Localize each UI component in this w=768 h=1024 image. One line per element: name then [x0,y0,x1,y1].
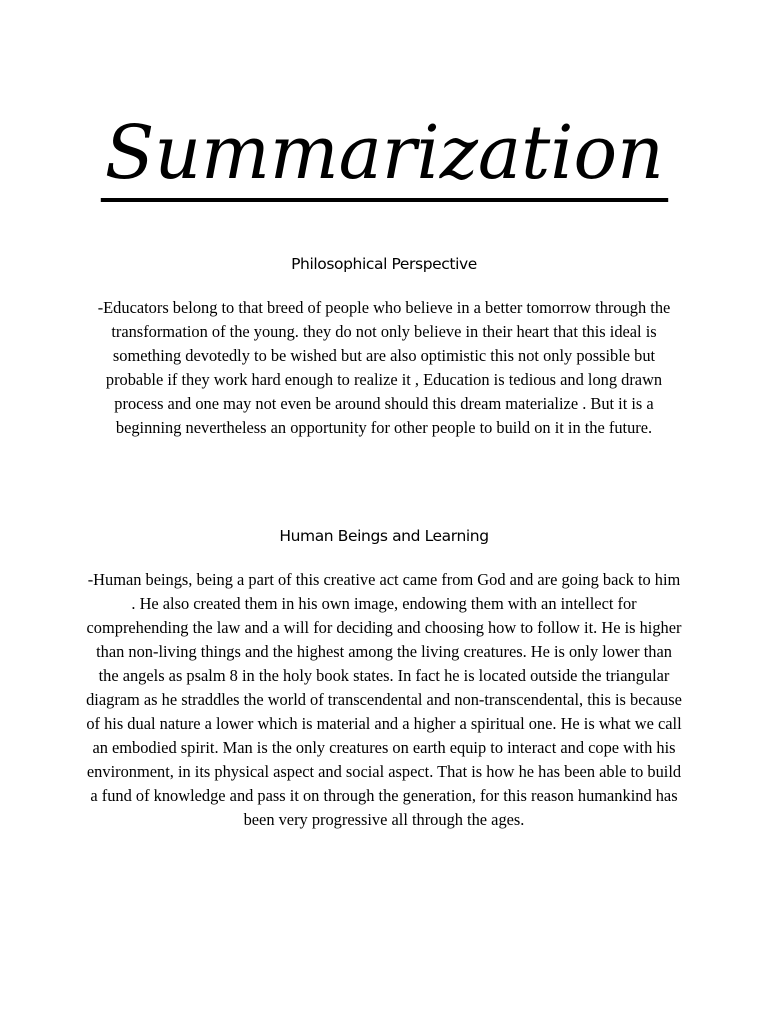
title-block [0,108,768,202]
section-heading-human-beings-and-learning: Human Beings and Learning [279,527,489,545]
section-body-human-beings-and-learning: -Human beings, being a part of this creative act came from God and are going back to him . He also created them in his own image, endowing them with an intellect for comprehending the law and a will for deciding and choosing how to follow it. He is higher than non-living things and the highest among the living creatures. He is only lower than the angels as psalm 8 in the holy book states. In fact he is located outside the triangular diagram as he straddles the world of transcendental and non-transcendental, this is because of his dual nature a lower which is material and a higher a spiritual one. He is what we call an embodied spirit. Man is the only creatures on earth equip to interact and cope with his environment, in its physical aspect and social aspect. That is how he has been able to build a fund of knowledge and pass it on through the generation, for this reason humankind has been very progressive all through the ages. [86,570,682,829]
page-title: Summarization [100,108,667,202]
section-heading-philosophical-perspective: Philosophical Perspective [291,255,477,273]
section-body-philosophical-perspective: -Educators belong to that breed of people who believe in a better tomorrow through the transformation of the young. they do not only believe in their heart that this ideal is something devotedly to be wished but are also optimistic this not only possible but probable if they work hard enough to realize it , Education is tedious and long drawn process and one may not even be around should this dream materialize . But it is a beginning nevertheless an opportunity for other people to build on it in the future. [97,298,671,437]
